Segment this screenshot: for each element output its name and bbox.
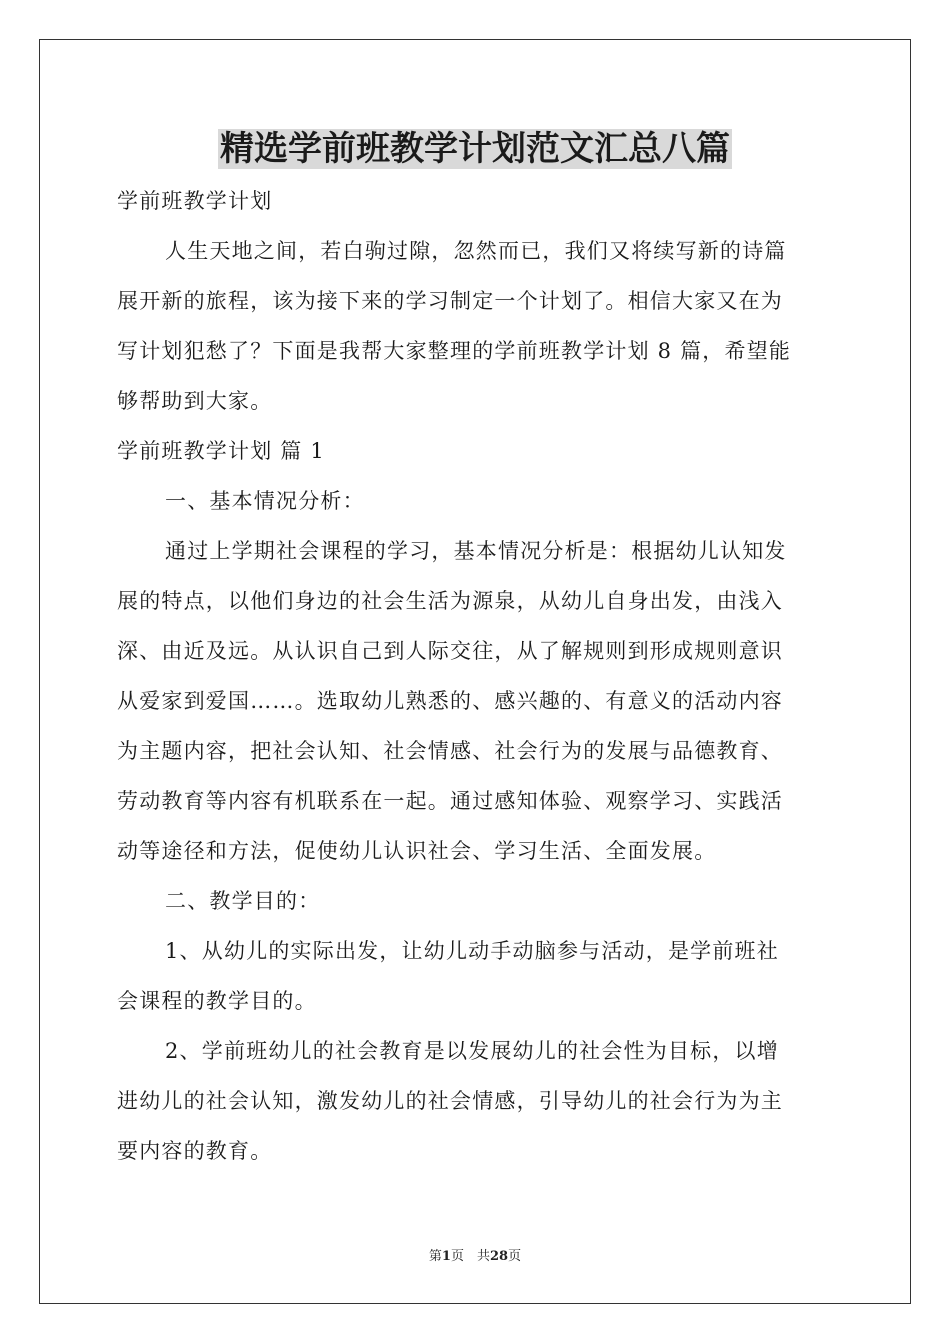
- footer-total-pages: 28: [489, 1249, 509, 1264]
- text-line: 够帮助到大家。: [117, 389, 273, 413]
- text-line: 写计划犯愁了？下面是我帮大家整理的学前班教学计划 8 篇，希望能: [117, 339, 792, 363]
- text-line: 从爱家到爱国……。选取幼儿熟悉的、感兴趣的、有意义的活动内容: [117, 689, 783, 713]
- text-line: 学前班教学计划 篇 1: [117, 439, 325, 463]
- text-line: 人生天地之间，若白驹过隙，忽然而已，我们又将续写新的诗篇: [165, 239, 787, 263]
- text-line: 二、教学目的：: [165, 889, 321, 913]
- footer-page-mid: 页 共: [450, 1249, 490, 1264]
- text-line: 一、基本情况分析：: [165, 489, 365, 513]
- text-line: 展的特点，以他们身边的社会生活为源泉，从幼儿自身出发，由浅入: [117, 589, 783, 613]
- text-line: 为主题内容，把社会认知、社会情感、社会行为的发展与品德教育、: [117, 739, 783, 763]
- document-title-text: 精选学前班教学计划范文汇总八篇: [220, 129, 730, 169]
- footer-page-prefix: 第: [428, 1249, 442, 1264]
- text-line: 会课程的教学目的。: [117, 989, 317, 1013]
- text-line: 展开新的旅程，该为接下来的学习制定一个计划了。相信大家又在为: [117, 289, 783, 313]
- text-line: 2、学前班幼儿的社会教育是以发展幼儿的社会性为目标，以增: [165, 1039, 779, 1063]
- text-line: 学前班教学计划: [117, 189, 273, 213]
- text-line: 1、从幼儿的实际出发，让幼儿动手动脑参与活动，是学前班社: [165, 939, 779, 963]
- text-line: 通过上学期社会课程的学习，基本情况分析是：根据幼儿认知发: [165, 539, 787, 563]
- text-line: 要内容的教育。: [117, 1139, 273, 1163]
- text-line: 动等途径和方法，促使幼儿认识社会、学习生活、全面发展。: [117, 839, 717, 863]
- footer-page-suffix: 页: [508, 1249, 522, 1264]
- footer-current-page: 1: [441, 1249, 451, 1264]
- text-line: 深、由近及远。从认识自己到人际交往，从了解规则到形成规则意识: [117, 639, 783, 663]
- document-title: [0, 126, 950, 172]
- text-line: 进幼儿的社会认知，激发幼儿的社会情感，引导幼儿的社会行为为主: [117, 1089, 783, 1113]
- text-line: 劳动教育等内容有机联系在一起。通过感知体验、观察学习、实践活: [117, 789, 783, 813]
- document-body: [117, 176, 833, 1176]
- page-footer: [0, 1247, 950, 1267]
